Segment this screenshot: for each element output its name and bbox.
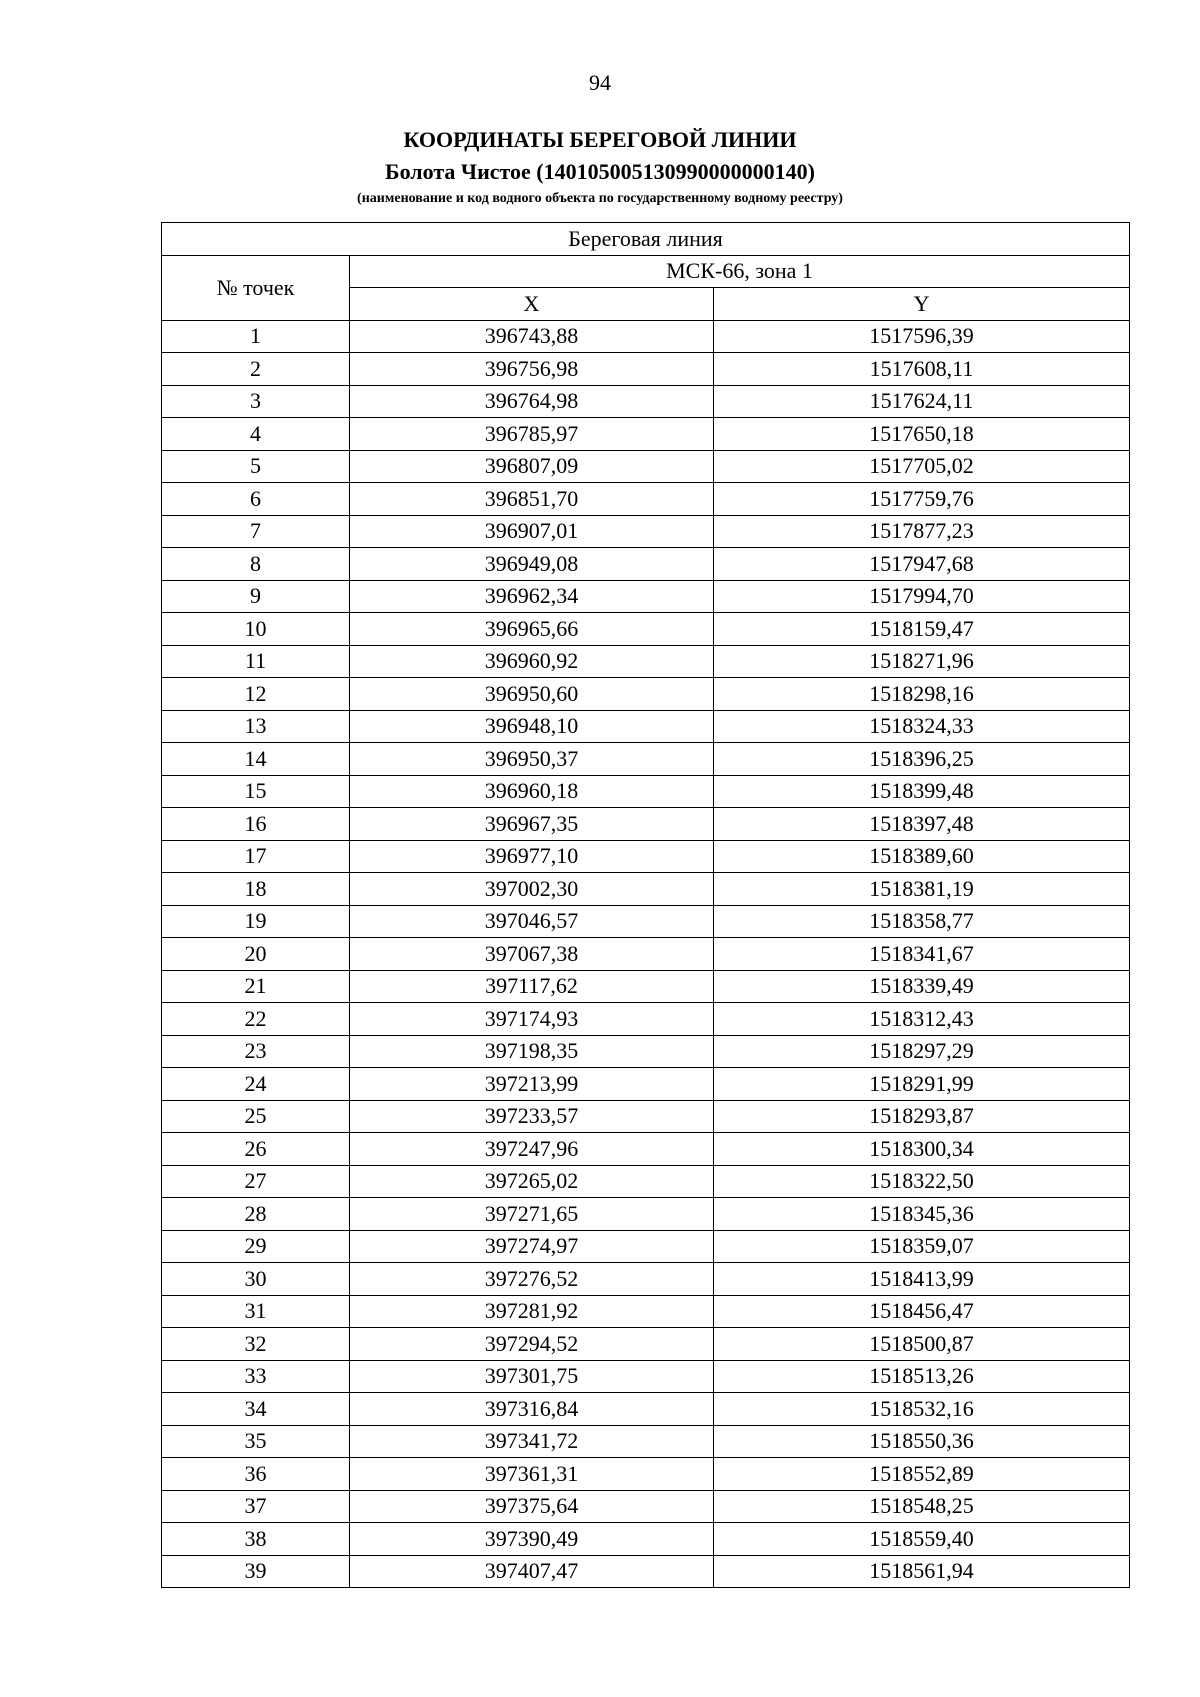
x-coordinate-cell: 397294,52 xyxy=(350,1328,714,1361)
x-coordinate-cell: 397375,64 xyxy=(350,1490,714,1523)
water-body-name: Болота Чистое (140105005130990000000140) xyxy=(385,159,815,184)
x-coordinate-cell: 396785,97 xyxy=(350,418,714,451)
y-coordinate-cell: 1518548,25 xyxy=(714,1490,1130,1523)
y-coordinate-cell: 1518345,36 xyxy=(714,1198,1130,1231)
table-body xyxy=(162,320,1130,1588)
table-row xyxy=(162,1393,1130,1426)
point-number-cell: 31 xyxy=(162,1295,350,1328)
y-coordinate-cell: 1518291,99 xyxy=(714,1068,1130,1101)
point-number-cell: 11 xyxy=(162,645,350,678)
table-row xyxy=(162,1490,1130,1523)
x-coordinate-cell: 397046,57 xyxy=(350,905,714,938)
point-number-cell: 7 xyxy=(162,515,350,548)
section-header: Береговая линия xyxy=(162,223,1130,256)
point-number-cell: 3 xyxy=(162,385,350,418)
table-row xyxy=(162,613,1130,646)
x-coordinate-cell: 397067,38 xyxy=(350,938,714,971)
x-coordinate-cell: 396977,10 xyxy=(350,840,714,873)
table-row xyxy=(162,580,1130,613)
x-coordinate-cell: 396949,08 xyxy=(350,548,714,581)
table-row xyxy=(162,1523,1130,1556)
y-coordinate-cell: 1518298,16 xyxy=(714,678,1130,711)
x-header: X xyxy=(350,288,714,321)
point-number-cell: 27 xyxy=(162,1165,350,1198)
table-row xyxy=(162,548,1130,581)
x-coordinate-cell: 396756,98 xyxy=(350,353,714,386)
table-row xyxy=(162,1328,1130,1361)
point-number-cell: 15 xyxy=(162,775,350,808)
y-coordinate-cell: 1517650,18 xyxy=(714,418,1130,451)
point-number-cell: 22 xyxy=(162,1003,350,1036)
table-row xyxy=(162,1425,1130,1458)
y-coordinate-cell: 1518324,33 xyxy=(714,710,1130,743)
point-number-cell: 35 xyxy=(162,1425,350,1458)
y-coordinate-cell: 1518399,48 xyxy=(714,775,1130,808)
table-row xyxy=(162,1100,1130,1133)
x-coordinate-cell: 397316,84 xyxy=(350,1393,714,1426)
table-row xyxy=(162,808,1130,841)
table-row xyxy=(162,483,1130,516)
table-row xyxy=(162,710,1130,743)
x-coordinate-cell: 396764,98 xyxy=(350,385,714,418)
point-number-cell: 6 xyxy=(162,483,350,516)
y-coordinate-cell: 1518297,29 xyxy=(714,1035,1130,1068)
x-coordinate-cell: 396851,70 xyxy=(350,483,714,516)
point-number-cell: 16 xyxy=(162,808,350,841)
y-coordinate-cell: 1517596,39 xyxy=(714,320,1130,353)
document-title: КООРДИНАТЫ БЕРЕГОВОЙ ЛИНИИ xyxy=(403,127,797,152)
point-number-cell: 20 xyxy=(162,938,350,971)
x-coordinate-cell: 396950,60 xyxy=(350,678,714,711)
point-number-cell: 29 xyxy=(162,1230,350,1263)
table-row xyxy=(162,1165,1130,1198)
x-coordinate-cell: 396907,01 xyxy=(350,515,714,548)
x-coordinate-cell: 397274,97 xyxy=(350,1230,714,1263)
table-row xyxy=(162,1263,1130,1296)
y-coordinate-cell: 1518456,47 xyxy=(714,1295,1130,1328)
x-coordinate-cell: 396743,88 xyxy=(350,320,714,353)
x-coordinate-cell: 396962,34 xyxy=(350,580,714,613)
point-number-cell: 39 xyxy=(162,1555,350,1588)
y-coordinate-cell: 1518513,26 xyxy=(714,1360,1130,1393)
x-coordinate-cell: 397407,47 xyxy=(350,1555,714,1588)
table-row xyxy=(162,938,1130,971)
table-row xyxy=(162,385,1130,418)
point-number-cell: 5 xyxy=(162,450,350,483)
y-coordinate-cell: 1517705,02 xyxy=(714,450,1130,483)
table-row xyxy=(162,320,1130,353)
points-header: № точек xyxy=(162,255,350,320)
table-row xyxy=(162,1198,1130,1231)
y-coordinate-cell: 1518413,99 xyxy=(714,1263,1130,1296)
table-row xyxy=(162,840,1130,873)
x-coordinate-cell: 397361,31 xyxy=(350,1458,714,1491)
point-number-cell: 37 xyxy=(162,1490,350,1523)
table-row xyxy=(162,1458,1130,1491)
y-coordinate-cell: 1518550,36 xyxy=(714,1425,1130,1458)
page-number: 94 xyxy=(589,70,611,95)
table-row xyxy=(162,873,1130,906)
table-header xyxy=(162,223,1130,321)
point-number-cell: 1 xyxy=(162,320,350,353)
point-number-cell: 30 xyxy=(162,1263,350,1296)
point-number-cell: 38 xyxy=(162,1523,350,1556)
table-row xyxy=(162,1555,1130,1588)
table-row xyxy=(162,743,1130,776)
table-row xyxy=(162,1360,1130,1393)
y-coordinate-cell: 1518559,40 xyxy=(714,1523,1130,1556)
point-number-cell: 8 xyxy=(162,548,350,581)
point-number-cell: 33 xyxy=(162,1360,350,1393)
x-coordinate-cell: 396950,37 xyxy=(350,743,714,776)
y-coordinate-cell: 1517624,11 xyxy=(714,385,1130,418)
y-coordinate-cell: 1518389,60 xyxy=(714,840,1130,873)
point-number-cell: 9 xyxy=(162,580,350,613)
point-number-cell: 10 xyxy=(162,613,350,646)
table-row xyxy=(162,353,1130,386)
x-coordinate-cell: 396948,10 xyxy=(350,710,714,743)
coordinate-system-header: МСК-66, зона 1 xyxy=(350,255,1130,288)
point-number-cell: 34 xyxy=(162,1393,350,1426)
table-row xyxy=(162,1133,1130,1166)
y-coordinate-cell: 1518312,43 xyxy=(714,1003,1130,1036)
y-coordinate-cell: 1518397,48 xyxy=(714,808,1130,841)
table-row xyxy=(162,645,1130,678)
coordinates-table xyxy=(161,222,1130,1588)
point-number-cell: 12 xyxy=(162,678,350,711)
table-row xyxy=(162,678,1130,711)
x-coordinate-cell: 396967,35 xyxy=(350,808,714,841)
x-coordinate-cell: 397117,62 xyxy=(350,970,714,1003)
table-row xyxy=(162,1068,1130,1101)
point-number-cell: 23 xyxy=(162,1035,350,1068)
y-coordinate-cell: 1518358,77 xyxy=(714,905,1130,938)
point-number-cell: 17 xyxy=(162,840,350,873)
x-coordinate-cell: 397390,49 xyxy=(350,1523,714,1556)
point-number-cell: 14 xyxy=(162,743,350,776)
y-coordinate-cell: 1518341,67 xyxy=(714,938,1130,971)
x-coordinate-cell: 397174,93 xyxy=(350,1003,714,1036)
table-row xyxy=(162,970,1130,1003)
x-coordinate-cell: 397276,52 xyxy=(350,1263,714,1296)
x-coordinate-cell: 397301,75 xyxy=(350,1360,714,1393)
table-row xyxy=(162,1230,1130,1263)
y-coordinate-cell: 1517947,68 xyxy=(714,548,1130,581)
table-row xyxy=(162,515,1130,548)
y-coordinate-cell: 1518552,89 xyxy=(714,1458,1130,1491)
point-number-cell: 2 xyxy=(162,353,350,386)
x-coordinate-cell: 396960,92 xyxy=(350,645,714,678)
y-coordinate-cell: 1517877,23 xyxy=(714,515,1130,548)
y-coordinate-cell: 1518532,16 xyxy=(714,1393,1130,1426)
point-number-cell: 32 xyxy=(162,1328,350,1361)
x-coordinate-cell: 396807,09 xyxy=(350,450,714,483)
x-coordinate-cell: 396965,66 xyxy=(350,613,714,646)
y-coordinate-cell: 1518381,19 xyxy=(714,873,1130,906)
x-coordinate-cell: 397198,35 xyxy=(350,1035,714,1068)
x-coordinate-cell: 397341,72 xyxy=(350,1425,714,1458)
y-coordinate-cell: 1518561,94 xyxy=(714,1555,1130,1588)
table-row xyxy=(162,1295,1130,1328)
y-coordinate-cell: 1518359,07 xyxy=(714,1230,1130,1263)
y-coordinate-cell: 1518293,87 xyxy=(714,1100,1130,1133)
point-number-cell: 13 xyxy=(162,710,350,743)
x-coordinate-cell: 397213,99 xyxy=(350,1068,714,1101)
x-coordinate-cell: 397233,57 xyxy=(350,1100,714,1133)
table-row xyxy=(162,450,1130,483)
point-number-cell: 21 xyxy=(162,970,350,1003)
y-coordinate-cell: 1518396,25 xyxy=(714,743,1130,776)
y-coordinate-cell: 1517994,70 xyxy=(714,580,1130,613)
point-number-cell: 19 xyxy=(162,905,350,938)
y-coordinate-cell: 1517759,76 xyxy=(714,483,1130,516)
table-row xyxy=(162,418,1130,451)
x-coordinate-cell: 397247,96 xyxy=(350,1133,714,1166)
table-row xyxy=(162,905,1130,938)
y-coordinate-cell: 1518159,47 xyxy=(714,613,1130,646)
point-number-cell: 4 xyxy=(162,418,350,451)
y-header: Y xyxy=(714,288,1130,321)
point-number-cell: 25 xyxy=(162,1100,350,1133)
x-coordinate-cell: 397265,02 xyxy=(350,1165,714,1198)
point-number-cell: 26 xyxy=(162,1133,350,1166)
x-coordinate-cell: 397002,30 xyxy=(350,873,714,906)
point-number-cell: 28 xyxy=(162,1198,350,1231)
table-row xyxy=(162,1003,1130,1036)
point-number-cell: 36 xyxy=(162,1458,350,1491)
point-number-cell: 24 xyxy=(162,1068,350,1101)
y-coordinate-cell: 1518271,96 xyxy=(714,645,1130,678)
y-coordinate-cell: 1517608,11 xyxy=(714,353,1130,386)
title-caption: (наименование и код водного объекта по государственному водному реестру) xyxy=(357,191,843,206)
x-coordinate-cell: 397271,65 xyxy=(350,1198,714,1231)
x-coordinate-cell: 396960,18 xyxy=(350,775,714,808)
y-coordinate-cell: 1518300,34 xyxy=(714,1133,1130,1166)
x-coordinate-cell: 397281,92 xyxy=(350,1295,714,1328)
y-coordinate-cell: 1518339,49 xyxy=(714,970,1130,1003)
y-coordinate-cell: 1518322,50 xyxy=(714,1165,1130,1198)
table-row xyxy=(162,1035,1130,1068)
point-number-cell: 18 xyxy=(162,873,350,906)
table-row xyxy=(162,775,1130,808)
y-coordinate-cell: 1518500,87 xyxy=(714,1328,1130,1361)
